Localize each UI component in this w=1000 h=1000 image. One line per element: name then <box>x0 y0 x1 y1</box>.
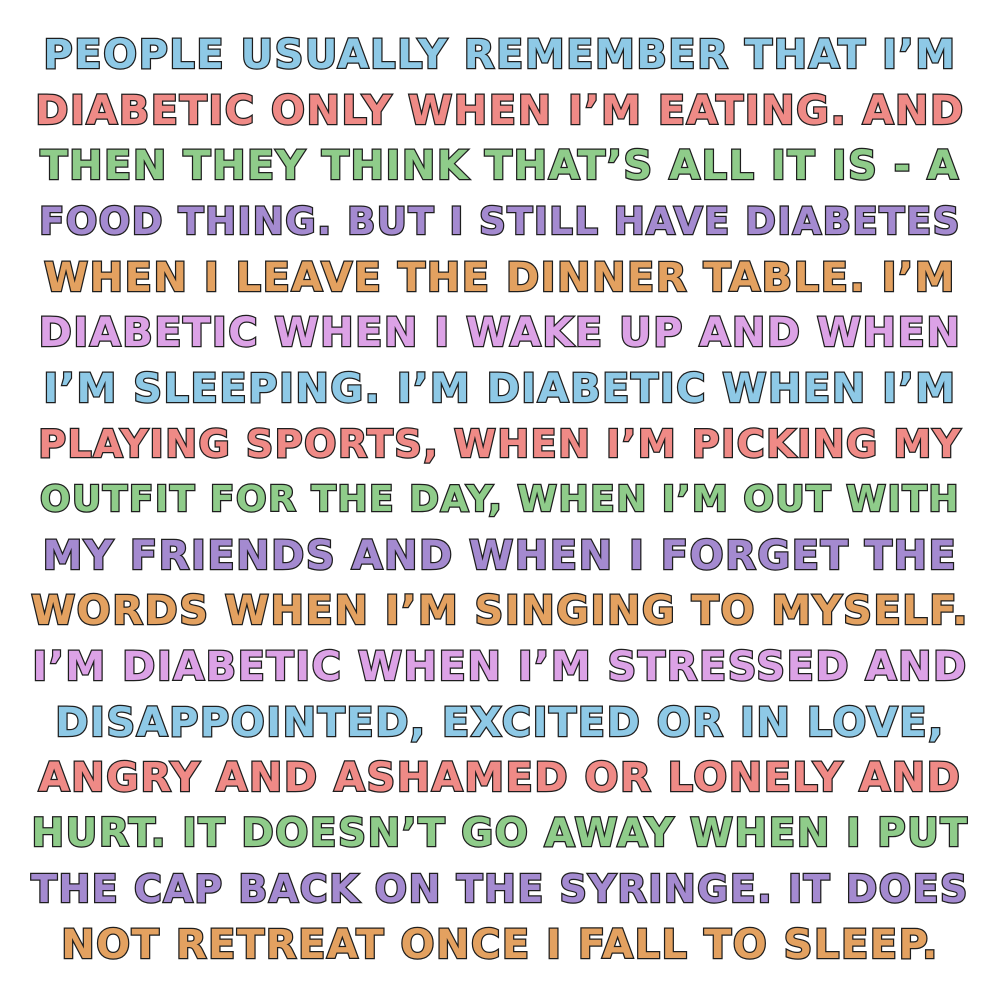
quote-line: WHEN I LEAVE THE DINNER TABLE. I’M <box>44 254 956 301</box>
quote-line: THE CAP BACK ON THE SYRINGE. IT DOES <box>31 867 969 912</box>
quote-line: MY FRIENDS AND WHEN I FORGET THE <box>42 532 958 579</box>
quote-line: PEOPLE USUALLY REMEMBER THAT I’M <box>43 32 957 78</box>
quote-line: THEN THEY THINK THAT’S ALL IT IS - A <box>40 143 960 190</box>
quote-line: OUTFIT FOR THE DAY, WHEN I’M OUT WITH <box>39 479 961 520</box>
quote-line: HURT. IT DOESN’T GO AWAY WHEN I PUT <box>31 810 969 856</box>
quote-line: I’M SLEEPING. I’M DIABETIC WHEN I’M <box>43 365 957 412</box>
quote-line: I’M DIABETIC WHEN I’M STRESSED AND <box>32 643 968 690</box>
quote-line: ANGRY AND ASHAMED OR LONELY AND <box>38 755 962 802</box>
quote-line: DIABETIC ONLY WHEN I’M EATING. AND <box>35 87 965 134</box>
quote-line: FOOD THING. BUT I STILL HAVE DIABETES <box>39 199 961 243</box>
quote-line: DISAPPOINTED, EXCITED OR IN LOVE, <box>55 699 945 746</box>
quote-text-block <box>30 30 970 970</box>
quote-line: NOT RETREAT ONCE I FALL TO SLEEP. <box>61 922 939 968</box>
quote-line: WORDS WHEN I’M SINGING TO MYSELF. <box>31 588 969 635</box>
quote-line: DIABETIC WHEN I WAKE UP AND WHEN <box>38 310 962 357</box>
quote-line: PLAYING SPORTS, WHEN I’M PICKING MY <box>38 422 962 467</box>
